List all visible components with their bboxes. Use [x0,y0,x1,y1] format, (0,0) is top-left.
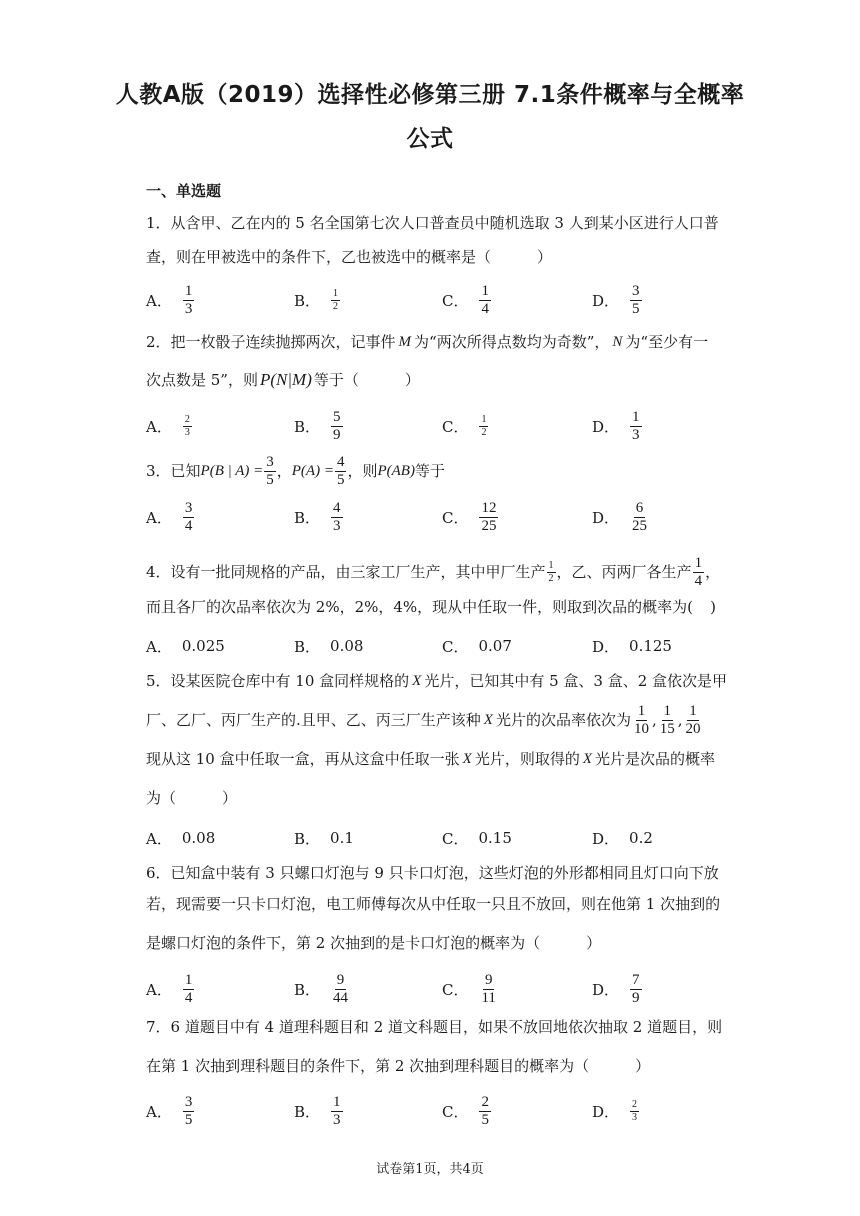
numerator: 1 [333,287,339,299]
q1-option-d[interactable] [592,278,643,322]
q5-text-1a: 5．设某医院仓库中有 10 盒同样规格的 [146,672,410,690]
fraction [183,1094,195,1129]
q2-text-1a: 2．把一枚骰子连续抛掷两次，记事件 [146,333,396,351]
denominator: 4 [184,517,193,534]
fraction [331,500,343,535]
fraction [632,703,651,738]
q4-option-b[interactable] [294,624,363,668]
option-label: A． [146,637,172,656]
q7-option-c[interactable] [442,1089,492,1133]
denominator: 9 [632,989,640,1006]
event-m: M [398,334,412,350]
option-label: B． [294,417,321,436]
q5-text-2a: 厂、乙厂、丙厂生产的.且甲、乙、丙三厂生产该种 [146,711,481,729]
denominator: 3 [333,517,341,534]
option-value: 0.025 [181,637,225,655]
option-label: D． [592,1102,620,1121]
option-label: C． [442,508,469,527]
option-label: A． [146,980,172,999]
q3-expr-p-a: P(A) = [291,463,334,479]
denominator: 4 [694,572,703,589]
section-heading: 一、单选题 [146,182,222,200]
event-n: N [612,334,623,350]
denominator: 5 [632,300,640,317]
numerator: 1 [184,971,193,988]
q2-line-1 [146,331,716,353]
fraction [630,500,649,535]
q6-text-3: 是螺口灯泡的条件下，第 2 次抽到的是卡口灯泡的概率为（ [146,934,541,952]
q3-option-b[interactable] [294,495,344,539]
option-label: D． [592,829,620,848]
q7-option-a[interactable] [146,1089,195,1133]
denominator: 9 [333,426,341,443]
q7-text-1: 7．6 道题目中有 4 道理科题目和 2 道文科题目，如果不放回地依次抽取 2 道题目，则 [146,1018,723,1036]
denominator: 3 [632,426,640,443]
x-ray-symbol: X [582,751,592,767]
q1-text-2: 查，则在甲被选中的条件下，乙也被选中的概率是（ [146,248,492,266]
option-label: C． [442,291,469,310]
denominator: 25 [632,517,648,534]
numerator: 9 [484,971,493,988]
q1-option-b[interactable] [294,278,341,322]
numerator: 9 [336,971,345,988]
q4-text-1b: ，乙、丙两厂各生产 [556,563,692,581]
q7-line-1 [146,1016,723,1038]
fraction [479,1094,491,1129]
q2-text-1b: 为“两次所得点数均为奇数”， [414,333,610,351]
document-title-line-1: 人教A版（2019）选择性必修第三册 7.1条件概率与全概率 [115,82,745,108]
option-value: 0.2 [629,829,653,847]
q5-text-3a: 现从这 10 盒中任取一盒，再从这盒中任取一张 [146,750,460,768]
q6-line-1 [146,862,719,884]
q2-option-a[interactable] [146,404,193,448]
fraction [479,972,497,1007]
numerator: 1 [663,702,671,719]
q6-text-2: 若，现需要一只卡口灯泡，电工师傅每次从中任取一只且不放回，则在他第 1 次抽到的 [146,895,721,913]
option-label: A． [146,508,172,527]
fraction [335,454,347,489]
denominator: 25 [481,517,497,534]
q6-option-c[interactable] [442,967,499,1011]
option-value: 0.125 [629,637,672,655]
option-value: 0.08 [330,637,364,655]
comma: , [677,711,683,729]
option-label: C． [442,980,469,999]
fraction [479,283,491,318]
fraction [331,409,343,444]
fraction [693,555,705,590]
option-label: C． [442,637,469,656]
option-label: D． [592,637,620,656]
denominator: 15 [659,720,675,737]
q5-text-4: 为（ [146,789,177,807]
fraction [331,1094,343,1129]
option-value: 0.1 [330,829,354,847]
denominator: 2 [481,426,487,438]
fraction [479,500,498,535]
option-label: C． [442,829,469,848]
q4-option-d[interactable] [592,624,672,668]
denominator: 3 [184,300,193,317]
numerator: 1 [632,408,640,425]
q7-option-b[interactable] [294,1089,344,1133]
option-label: A． [146,417,172,436]
numerator: 1 [184,282,193,299]
option-label: A． [146,291,172,310]
q4-option-c[interactable] [442,624,512,668]
q2-option-b[interactable] [294,404,344,448]
denominator: 3 [333,1111,341,1128]
x-ray-symbol: X [462,751,472,767]
denominator: 2 [333,300,339,312]
numerator: 1 [548,559,554,571]
denominator: 11 [481,989,496,1006]
q7-line-2 [146,1055,716,1077]
q7-option-d[interactable] [592,1089,640,1133]
q4-line-1 [146,554,721,589]
numerator: 5 [333,408,341,425]
denominator: 44 [333,989,349,1006]
q6-line-3 [146,932,716,954]
numerator: 4 [336,453,345,470]
fraction [630,1099,639,1124]
fraction [331,288,340,313]
q7-options [146,1089,716,1133]
q5-option-c[interactable] [442,816,512,860]
option-value: 0.08 [181,829,216,847]
q5-option-b[interactable] [294,816,354,860]
option-label: C． [442,1102,469,1121]
q6-options [146,967,716,1011]
numerator: 6 [635,499,644,516]
fraction [630,972,642,1007]
numerator: 2 [632,1098,638,1110]
q6-option-a[interactable] [146,967,195,1011]
denominator: 5 [336,471,345,488]
q2-option-d[interactable] [592,404,643,448]
q3-option-c[interactable] [442,495,499,539]
q1-paren-close: ） [537,248,553,266]
q3-expr-p-ab: P(AB) [377,463,415,479]
q4-paren-close: ) [710,598,716,616]
fraction [479,414,488,439]
denominator: 2 [548,572,554,584]
fraction [684,703,703,738]
q7-paren-close: ） [635,1057,651,1075]
denominator: 10 [633,720,649,737]
numerator: 3 [632,282,640,299]
option-value: 0.07 [478,637,512,655]
fraction [183,414,192,439]
q4-text-1a: 4．设有一批同规格的产品，由三家工厂生产，其中甲厂生产 [146,563,546,581]
fraction [183,283,195,318]
q4-line-2 [146,596,716,618]
option-label: D． [592,417,620,436]
q4-options [146,624,716,668]
numerator: 1 [637,702,646,719]
q3-mid: ，则 [347,462,378,480]
q3-expr-p-b-given-a: P(B | A) = [200,463,264,479]
q5-options [146,816,716,860]
option-label: B． [294,291,321,310]
q3-options [146,495,716,539]
denominator: 5 [481,1111,489,1128]
numerator: 3 [184,1093,193,1110]
numerator: 4 [333,499,341,516]
q5-text-1b: 光片，已知其中有 5 盒、3 盒、2 盒依次是甲 [424,672,728,690]
q5-text-2b: 光片的次品率依次为 [495,711,631,729]
fraction [264,454,276,489]
comma: , [651,711,657,729]
denominator: 3 [632,1111,638,1123]
option-label: A． [146,1102,172,1121]
q2-options [146,404,716,448]
q5-line-4 [146,787,716,809]
q5-line-3 [146,748,716,770]
option-label: D． [592,291,620,310]
denominator: 4 [481,300,489,317]
option-label: B． [294,1102,321,1121]
x-ray-symbol: X [483,712,493,728]
denominator: 5 [266,471,274,488]
option-label: B． [294,508,321,527]
q6-paren-close: ） [586,934,602,952]
fraction [183,972,195,1007]
fraction [183,500,195,535]
option-label: D． [592,980,620,999]
q1-options [146,278,716,322]
numerator: 2 [481,1093,489,1110]
q5-line-1 [146,670,728,692]
q4-text-1c: ， [705,563,721,581]
q2-line-2 [146,369,716,391]
numerator: 1 [481,282,489,299]
q5-text-3c: 光片是次品的概率 [595,750,716,768]
conditional-probability-expr: P(N|M) [259,370,312,389]
document-title-line-2: 公式 [406,126,454,152]
x-ray-symbol: X [412,673,422,689]
option-label: B． [294,637,321,656]
q1-option-a[interactable] [146,278,195,322]
q2-text-2b: 等于（ [313,371,359,389]
q1-line-2 [146,246,716,268]
option-value: 0.15 [478,829,512,847]
numerator: 1 [481,413,487,425]
q1-text-1: 1．从含甲、乙在内的 5 名全国第七次人口普查员中随机选取 3 人到某小区进行人口普 [146,214,719,232]
q5-paren-close: ） [222,789,238,807]
numerator: 3 [184,499,193,516]
numerator: 12 [481,499,497,516]
option-label: C． [442,417,469,436]
fraction [630,409,642,444]
q4-text-2: 而且各厂的次品率依次为 2%，2%，4%，现从中任取一件，则取到次品的概率为( [146,598,694,616]
q3-line-1 [146,453,716,488]
fraction [331,972,350,1007]
q6-option-b[interactable] [294,967,351,1011]
q2-text-2a: 次点数是 5”，则 [146,371,258,389]
q3-option-d[interactable] [592,495,650,539]
q7-text-2: 在第 1 次抽到理科题目的条件下，第 2 次抽到理科题目的概率为（ [146,1057,590,1075]
numerator: 1 [694,554,703,571]
q6-line-2 [146,893,721,915]
q2-text-1c: 为“至少有一 [625,333,709,351]
page-footer: 试卷第1页，共4页 [376,1162,484,1177]
numerator: 1 [333,1093,341,1110]
numerator: 1 [689,702,697,719]
q5-option-a[interactable] [146,816,215,860]
q3-sep: ， [276,462,292,480]
numerator: 7 [632,971,640,988]
fraction [547,560,556,585]
q2-option-c[interactable] [442,404,489,448]
option-label: D． [592,508,620,527]
q3-lead: 3．已知 [146,462,201,480]
q3-tail: 等于 [414,462,445,480]
fraction [658,703,677,738]
denominator: 20 [685,720,701,737]
denominator: 3 [184,426,190,438]
option-label: B． [294,829,321,848]
numerator: 3 [266,453,274,470]
q2-paren-close: ） [404,371,420,389]
q1-line-1 [146,212,719,234]
denominator: 4 [184,989,193,1006]
q1-option-c[interactable] [442,278,492,322]
q5-option-d[interactable] [592,816,653,860]
q3-option-a[interactable] [146,495,195,539]
option-label: B． [294,980,321,999]
option-label: A． [146,829,172,848]
numerator: 2 [184,413,190,425]
q6-option-d[interactable] [592,967,643,1011]
denominator: 5 [184,1111,193,1128]
q4-option-a[interactable] [146,624,225,668]
q5-text-3b: 光片，则取得的 [474,750,580,768]
q5-line-2 [146,700,716,740]
fraction [630,283,642,318]
q6-text-1: 6．已知盒中装有 3 只螺口灯泡与 9 只卡口灯泡，这些灯泡的外形都相同且灯口向下放 [146,864,719,882]
